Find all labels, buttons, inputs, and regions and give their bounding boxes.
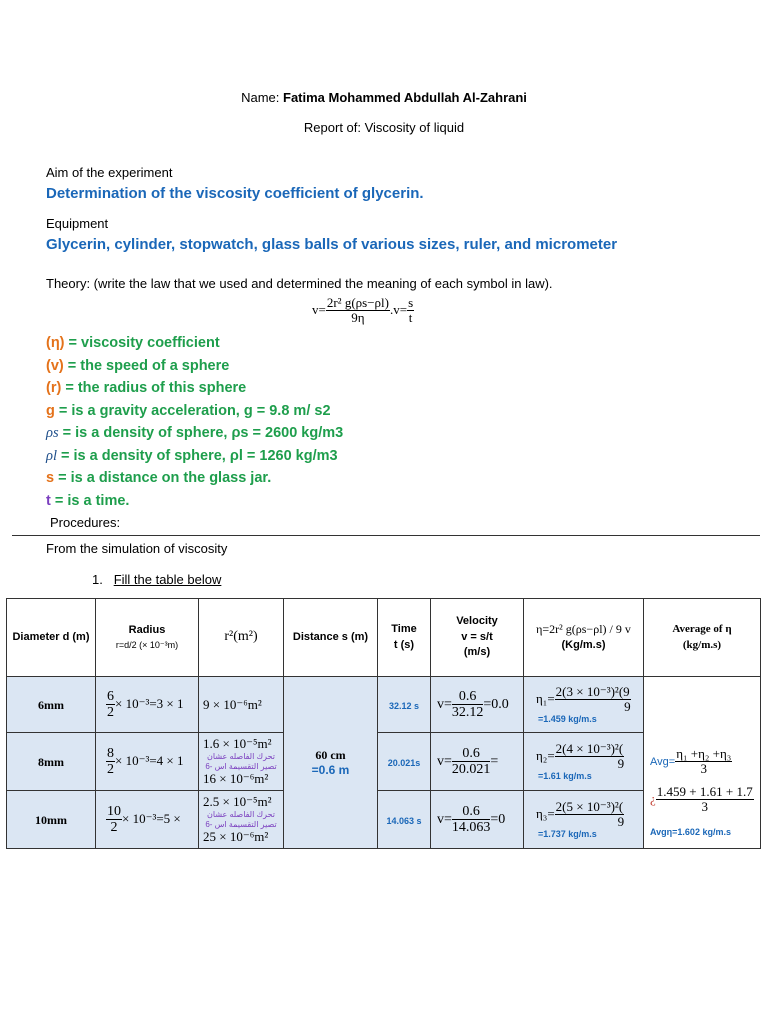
arabic-note: تحرك الفاصله عشان تصير التقسيمة اس -6 [205,810,277,829]
symbol-line [46,425,343,442]
cell-r-squared [199,677,284,733]
formula-mid: .v= [389,301,408,317]
student-name-line [0,90,768,105]
header-radius-sub: r=d/2 (× 10⁻³m) [115,639,179,650]
section-divider [12,535,760,536]
cell-eta: η₃= $\frac{\text{2(5 × 10⁻³)²(}}{9}$ =1.737 kg/m.s [524,791,644,849]
procedures-label: Procedures: [50,515,121,530]
symbol-line [46,470,271,486]
header-velocity-sub: v = s/t [461,630,493,643]
theory-formula [312,296,414,326]
cell-eta: η₂= $\frac{\text{2(4 × 10⁻³)²(}}{9}$ =1.61 kg/m.s [524,733,644,791]
cell-diameter: 6mm [7,677,96,733]
cell-distance [284,677,378,849]
symbol-line [46,335,220,351]
arabic-note: تحرك الفاصله عشان تصير التقسيمة اس -6 [205,752,277,771]
viscosity-table [6,598,761,849]
symbol: (r) [46,380,62,396]
cell-time: 32.12 s [378,677,431,733]
header-radius [96,599,199,677]
symbol: ρs [46,425,59,441]
avg-result: Avgη=1.602 kg/m.s [650,827,731,837]
formula-denominator: 9η [351,310,365,326]
r2-value: 2.5 × 10⁻⁵m² [203,794,272,810]
header-velocity-unit: (m/s) [463,646,491,659]
cell-r-squared [199,791,284,849]
symbol-description: = is a distance on the glass jar. [54,470,272,486]
header-time [378,599,431,677]
cell-velocity: v= $\frac{0.6}{32.12}$ =0.0 [431,677,524,733]
step-1 [92,572,221,587]
symbol: t [46,492,51,509]
header-velocity [431,599,524,677]
header-average [644,599,761,677]
symbol-description: = the radius of this sphere [61,380,247,396]
student-name: Fatima Mohammed Abdullah Al-Zahrani [283,90,527,105]
formula-numerator: 2r² g(ρs−ρl) [326,295,389,310]
avg-substitution: ¿ $\frac{1.459 + 1.61 + 1.7}{3}$ [650,784,753,815]
equipment-text: Glycerin, cylinder, stopwatch, glass balls of various sizes, ruler, and micrometer [46,236,618,253]
table-row [7,677,761,733]
symbol: (η) [46,335,65,351]
symbol-line [46,493,129,509]
symbol: s [46,470,55,486]
cell-average [644,677,761,849]
table-header-row [7,599,761,677]
distance-value: 60 cm [315,748,346,762]
header-diameter: Diameter d (m) [7,599,96,677]
cell-r-squared [199,733,284,791]
header-time-sub: t (s) [393,638,415,651]
header-r-squared: r²(m²) [199,599,284,677]
symbol-line [46,358,229,374]
symbol-line [46,448,338,465]
cell-diameter: 8mm [7,733,96,791]
r2-micro-value: 25 × 10⁻⁶m² [203,828,269,844]
symbol-line [46,403,331,419]
symbol-description: = is a gravity acceleration, g = 9.8 m/ s2 [54,402,331,419]
symbol-description: = viscosity coefficient [64,335,220,351]
symbol-description: = the speed of a sphere [63,357,230,374]
aim-text: Determination of the viscosity coefficient of glycerin. [46,185,424,202]
formula-lhs: v= [312,301,326,317]
symbol: ρl [46,447,57,464]
cell-velocity: v= $\frac{0.6}{14.063}$ =0 [431,791,524,849]
theory-label: Theory: (write the law that we used and determined the meaning of each symbol in law). [46,276,553,291]
header-avg-title: Average of η [672,622,732,635]
header-velocity-title: Velocity [456,614,498,627]
header-eta [524,599,644,677]
formula-den2: t [408,310,413,326]
formula-num2: s [408,295,414,310]
header-time-title: Time [391,622,417,635]
header-radius-title: Radius [128,624,166,636]
cell-time: 20.021s [378,733,431,791]
cell-time: 14.063 s [378,791,431,849]
r2-value: 9 × 10⁻⁶m² [203,696,262,712]
report-title: Report of: Viscosity of liquid [303,120,465,135]
symbol-description: = is a density of sphere, ρl = 1260 kg/m3 [57,447,338,464]
symbol: (v) [46,357,64,374]
step-text: Fill the table below [113,572,222,587]
symbol: g [46,402,55,419]
cell-diameter: 10mm [7,791,96,849]
cell-velocity: v= $\frac{0.6}{20.021}$ = [431,733,524,791]
cell-radius: $\frac{6}{2}$ × 10⁻³=3 × 1 [96,677,199,733]
eta-value: =1.459 kg/m.s [538,714,597,725]
eta-value: =1.737 kg/m.s [538,829,597,840]
step-number: 1. [92,572,103,587]
simulation-label: From the simulation of viscosity [46,541,228,556]
name-label: Name: [241,90,280,105]
cell-radius: $\frac{10}{2}$ × 10⁻³=5 × [96,791,199,849]
header-avg-unit: (kg/m.s) [682,638,722,651]
eta-value: =1.61 kg/m.s [538,771,592,782]
symbol-line [46,380,246,396]
r2-micro-value: 16 × 10⁻⁶m² [203,770,269,786]
aim-label: Aim of the experiment [46,165,173,180]
header-distance: Distance s (m) [284,599,378,677]
header-eta-formula: η=2r² g(ρs−ρl) / 9 v [536,621,631,636]
symbol-description: = is a time. [50,492,130,509]
equipment-label: Equipment [46,216,109,231]
r2-value: 1.6 × 10⁻⁵m² [203,736,272,752]
distance-value-m: =0.6 m [311,763,350,777]
symbol-description: = is a density of sphere, ρs = 2600 kg/m3 [58,425,344,441]
avg-formula: Avg= $\frac{\text{η₁ +η₂ +η₃}}{3}$ [650,746,732,777]
cell-eta: η₁= $\frac{\text{2(3 × 10⁻³)²(9}}{9}$ =1.459 kg/m.s [524,677,644,733]
cell-radius: $\frac{8}{2}$ × 10⁻³=4 × 1 [96,733,199,791]
header-eta-unit: (Kg/m.s) [561,639,606,652]
